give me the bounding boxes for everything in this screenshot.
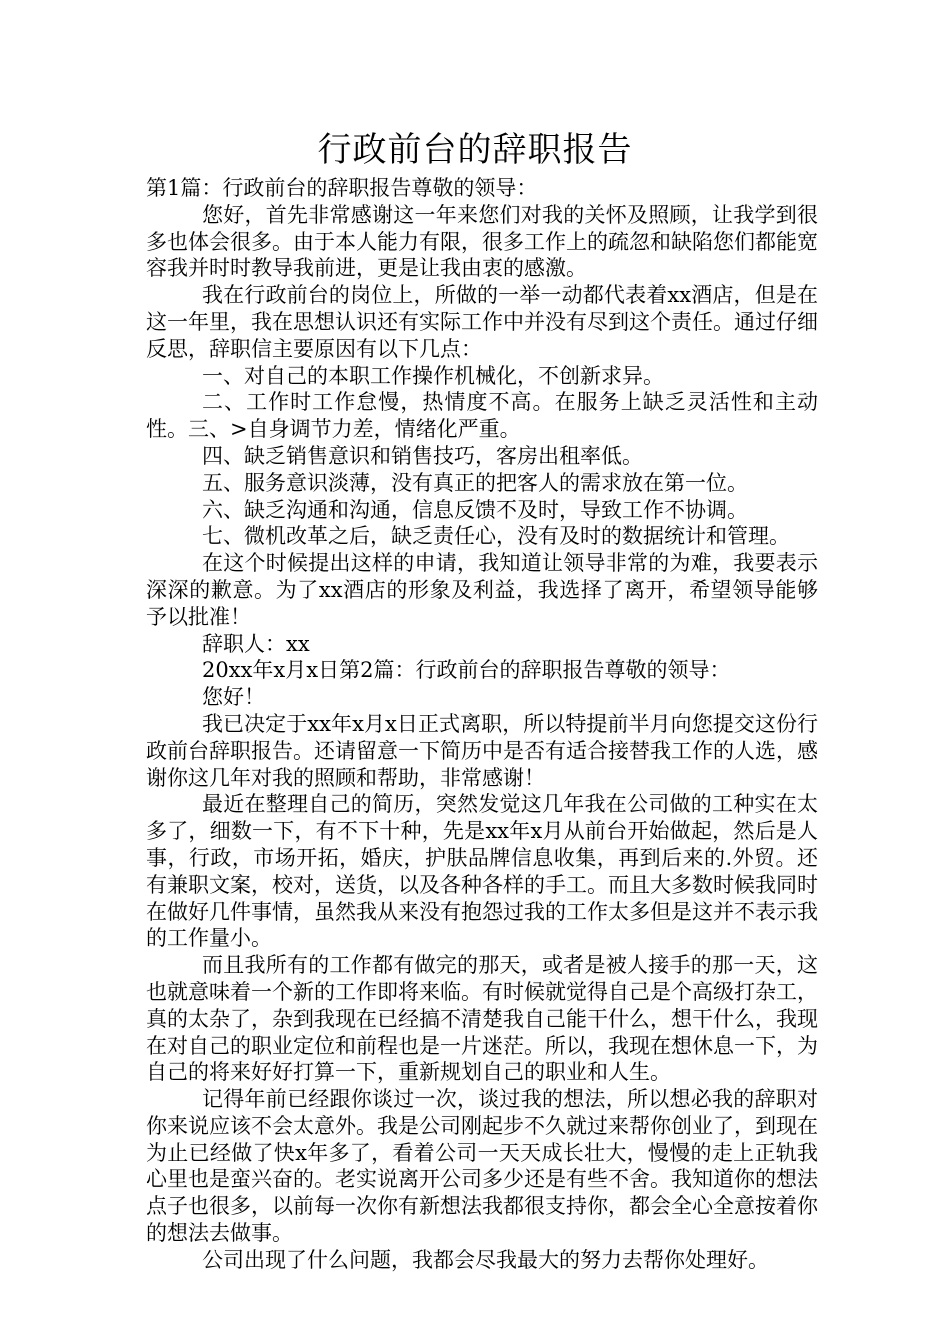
paragraph-heading-1: 第1篇：行政前台的辞职报告尊敬的领导： xyxy=(146,176,538,200)
document-title: 行政前台的辞职报告 xyxy=(317,130,633,170)
date-line: 20xx年x月x日第2篇：行政前台的辞职报告尊敬的领导： xyxy=(202,658,731,683)
document-body xyxy=(146,175,818,1274)
list-item: 二、工作时工作怠慢，热情度不高。在服务上缺乏灵活性和主动性。三、>自身调节力差，情绪化严重。 xyxy=(146,390,818,442)
paragraph: 您好，首先非常感谢这一年来您们对我的关怀及照顾，让我学到很多也体会很多。由于本人能力有限，很多工作上的疏忽和缺陷您们都能宽容我并时时教导我前进，更是让我由衷的感激。 xyxy=(146,202,818,281)
greeting: 您好！ xyxy=(202,685,265,710)
paragraph: 而且我所有的工作都有做完的那天，或者是被人接手的那一天，这也就意味着一个新的工作即将来临。有时候就觉得自己是个高级打杂工，真的太杂了，杂到我现在已经搞不清楚我自己能干什么，想干什么，我现在对自己的职业定位和前程也是一片迷茫。所以，我现在想休息一下，为自己的将来好好打算一下，重新规划自己的职业和人生。 xyxy=(146,953,818,1085)
paragraph: 我已决定于xx年x月x日正式离职，所以特提前半月向您提交这份行政前台辞职报告。还请留意一下简历中是否有适合接替我工作的人选，感谢你这几年对我的照顾和帮助，非常感谢！ xyxy=(146,711,818,790)
paragraph: 在这个时候提出这样的申请，我知道让领导非常的为难，我要表示深深的歉意。为了xx酒店的形象及利益，我选择了离开，希望领导能够予以批准！ xyxy=(146,551,818,629)
paragraph: 公司出现了什么问题，我都会尽我最大的努力去帮你处理好。 xyxy=(202,1247,769,1272)
list-item: 七、微机改革之后，缺乏责任心，没有及时的数据统计和管理。 xyxy=(202,524,790,549)
list-item: 五、服务意识淡薄，没有真正的把客人的需求放在第一位。 xyxy=(202,470,748,495)
signature-line: 辞职人：xx xyxy=(202,631,310,656)
paragraph: 我在行政前台的岗位上，所做的一举一动都代表着xx酒店，但是在这一年里，我在思想认识还有实际工作中并没有尽到这个责任。通过仔细反思，辞职信主要原因有以下几点： xyxy=(146,283,818,361)
paragraph: 最近在整理自己的简历，突然发觉这几年我在公司做的工种实在太多了，细数一下，有不下十种，先是xx年x月从前台开始做起，然后是人事，行政，市场开拓，婚庆，护肤品牌信息收集，再到后来的.外贸。还有兼职文案，校对，送货，以及各种各样的手工。而且大多数时候我同时在做好几件事情，虽然我从来没有抱怨过我的工作太多但是这并不表示我的工作量小。 xyxy=(146,792,818,951)
list-item: 六、缺乏沟通和沟通，信息反馈不及时，导致工作不协调。 xyxy=(202,497,748,522)
list-item: 一、对自己的本职工作操作机械化，不创新求异。 xyxy=(202,363,664,388)
list-item: 四、缺乏销售意识和销售技巧，客房出租率低。 xyxy=(202,443,643,468)
paragraph: 记得年前已经跟你谈过一次，谈过我的想法，所以想必我的辞职对你来说应该不会太意外。我是公司刚起步不久就过来帮你创业了，到现在为止已经做了快x年多了，看着公司一天天成长壮大，慢慢的走上正轨我心里也是蛮兴奋的。老实说离开公司多少还是有些不舍。我知道你的想法点子也很多，以前每一次你有新想法我都很支持你，都会全心全意按着你的想法去做事。 xyxy=(146,1087,818,1246)
